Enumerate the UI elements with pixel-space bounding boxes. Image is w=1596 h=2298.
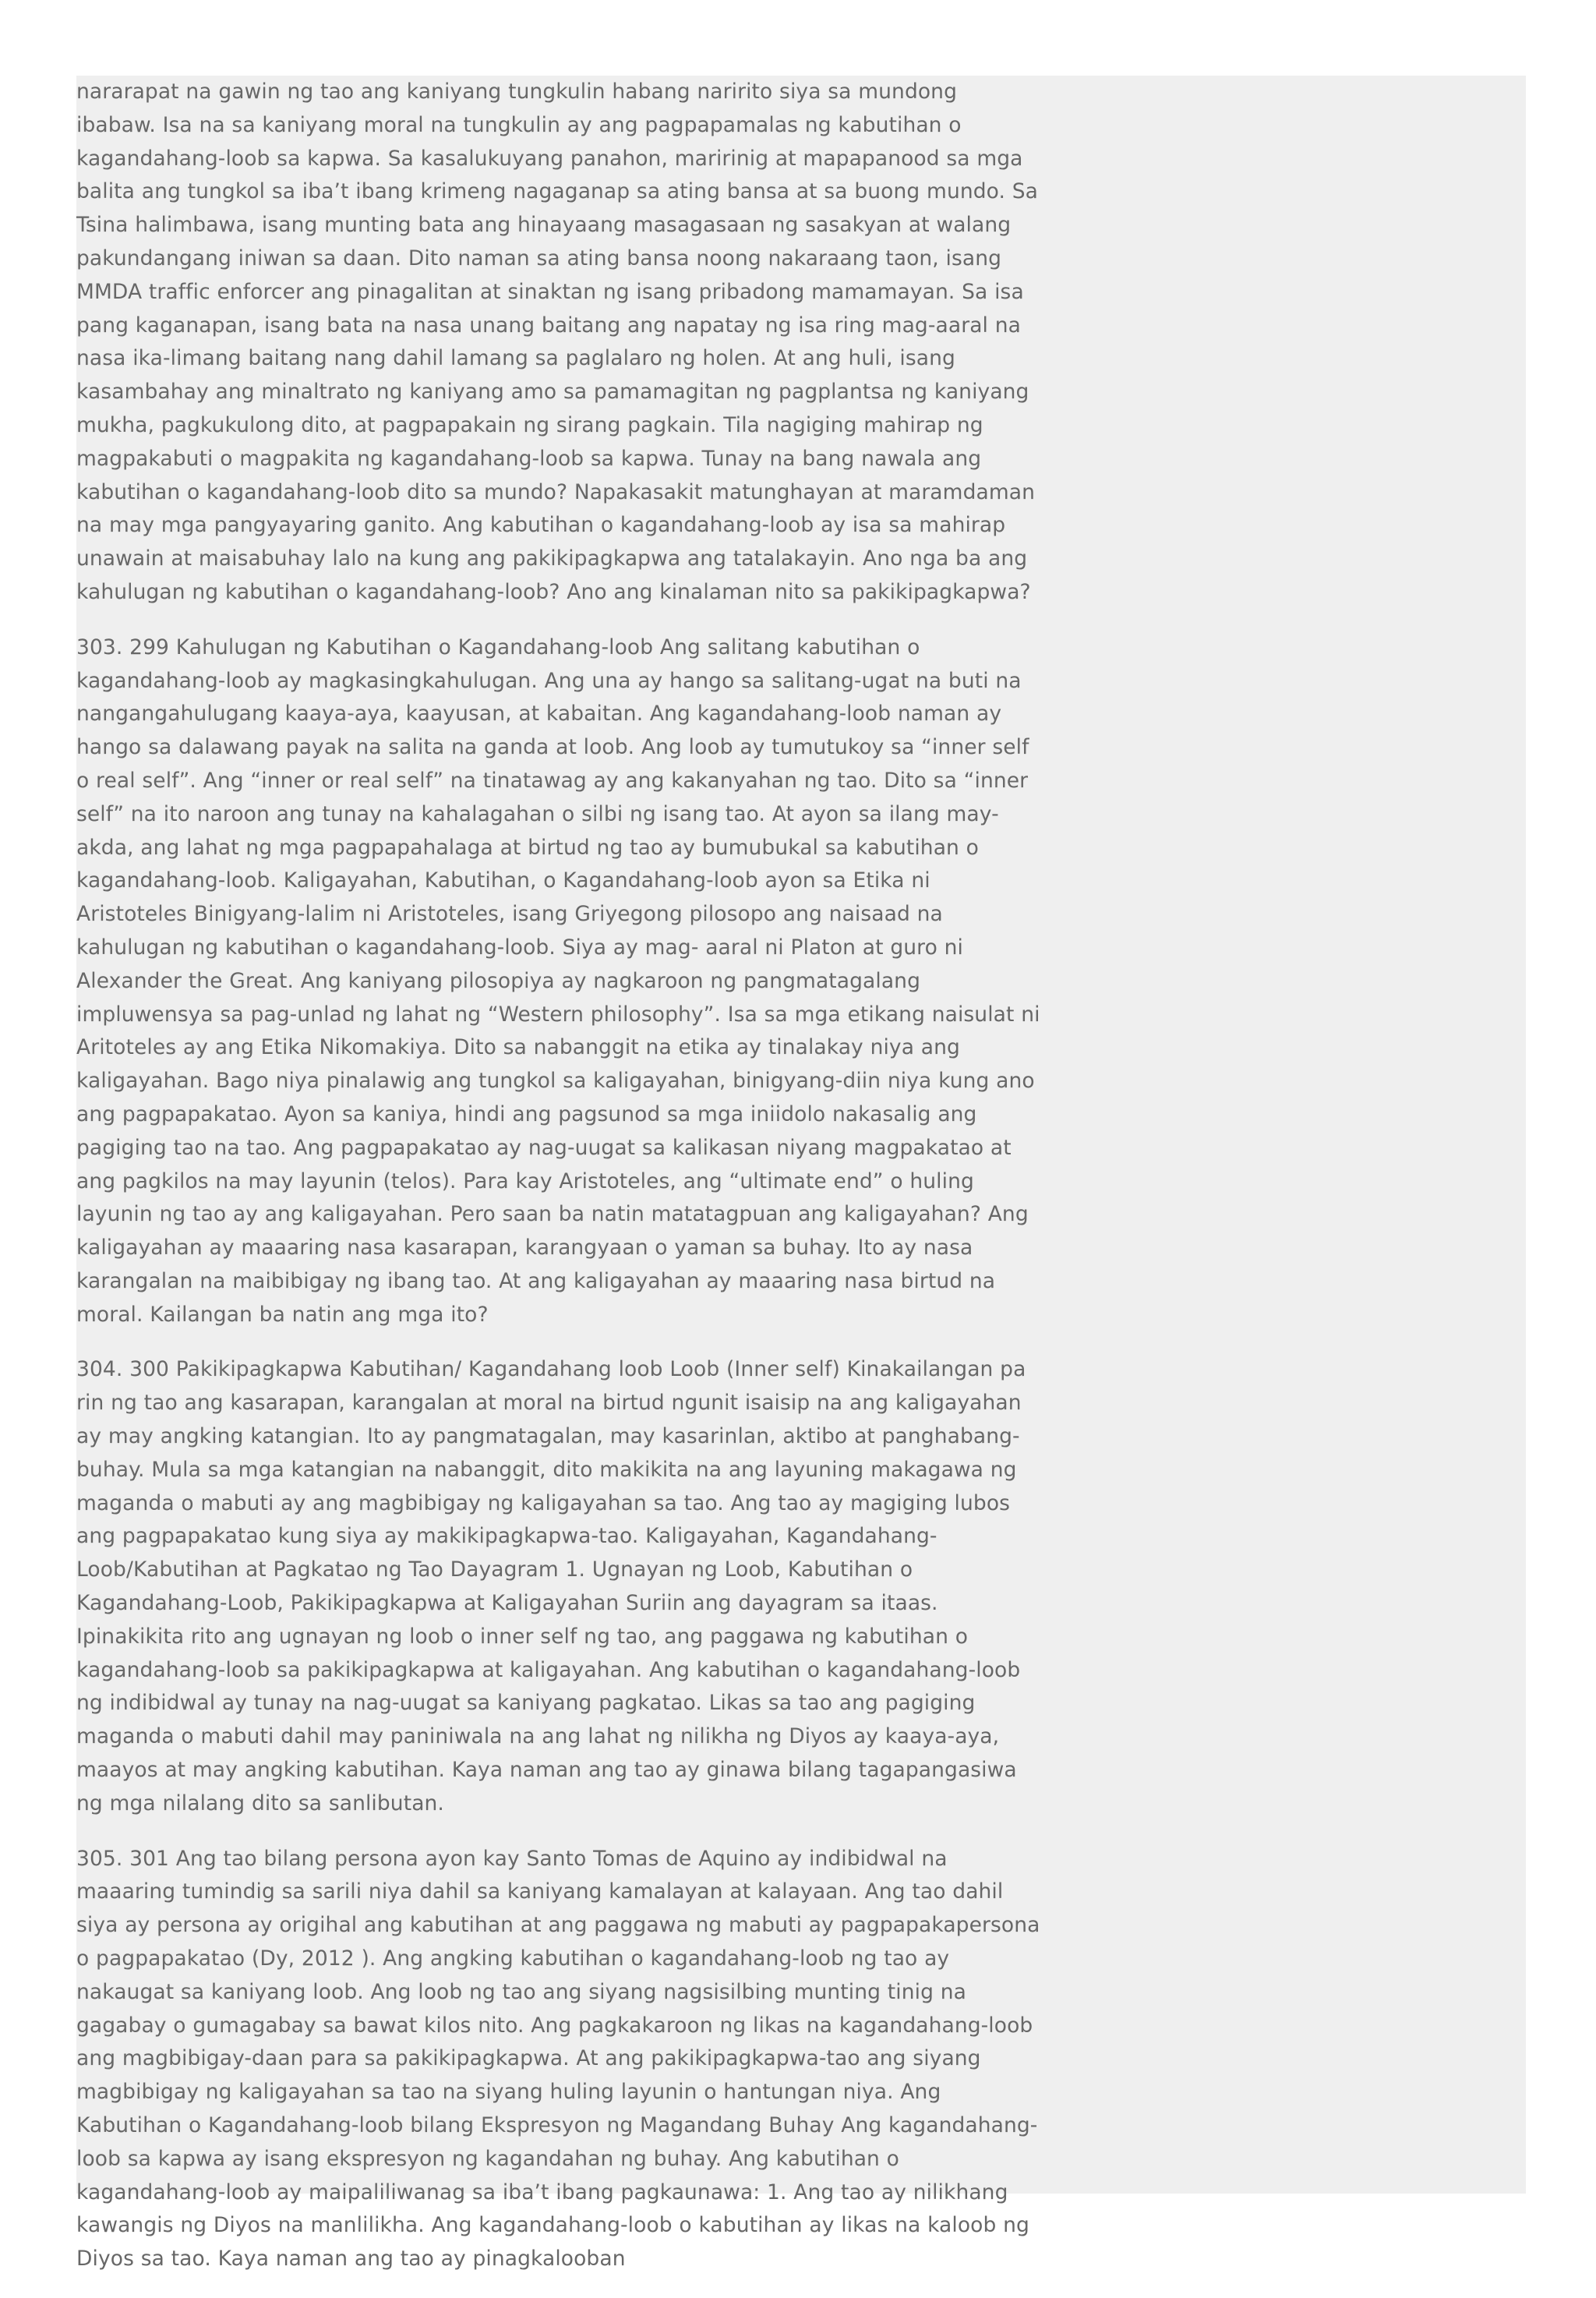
paragraph-305: 305. 301 Ang tao bilang persona ayon kay Santo Tomas de Aquino ay indibidwal na maaaring tumindig sa sarili niya dahil sa kaniyang kamalayan at kalayaan. Ang tao dahil siya ay persona ay origihal ang kabutihan at ang paggawa ng mabuti ay pagpapakapersona o pagpapakatao (Dy, 2012 ). Ang angking kabutihan o kagandahang-loob ng tao ay nakaugat sa kaniyang loob. Ang loob ng tao ang siyang nagsisilbing munting tinig na gagabay o gumagabay sa bawat kilos nito. Ang pagkakaroon ng likas na kagandahang-loob ang magbibigay-daan para sa pakikipagkapwa. At ang pakikipagkapwa-tao ang siyang magbibigay ng kaligayahan sa tao na siyang huling layunin o hantungan niya. Ang Kabutihan o Kagandahang-loob bilang Ekspresyon ng Magandang Buhay Ang kagandahang-loob sa kapwa ay isang ekspresyon ng kagandahan ng buhay. Ang kabutihan o kagandahang-loob ay maipaliliwanag sa iba’t ibang pagkaunawa: 1. Ang tao ay nilikhang kawangis ng Diyos na manlilikha. Ang kagandahang-loob o kabutihan ay likas na kaloob ng Diyos sa tao. Kaya naman ang tao ay pinagkalooban — [76, 1846, 1040, 2271]
paragraph-304: 304. 300 Pakikipagkapwa Kabutihan/ Kagandahang loob Loob (Inner self) Kinakailangan pa rin ng tao ang kasarapan, karangalan at moral na birtud ngunit isaisip na ang kaligayahan ay may angking katangian. Ito ay pangmatagalan, may kasarinlan, aktibo at panghabang-buhay. Mula sa mga katangian na nabanggit, dito makikita na ang layuning makagawa ng maganda o mabuti ay ang magbibigay ng kaligayahan sa tao. Ang tao ay magiging lubos ang pagpapakatao kung siya ay makikipagkapwa-tao. Kaligayahan, Kagandahang-Loob/Kabutihan at Pagkatao ng Tao Dayagram 1. Ugnayan ng Loob, Kabutihan o Kagandahang-Loob, Pakikipagkapwa at Kaligayahan Suriin ang dayagram sa itaas. Ipinakikita rito ang ugnayan ng loob o inner self ng tao, ang paggawa ng kabutihan o kagandahang-loob sa pakikipagkapwa at kaligayahan. Ang kabutihan o kagandahang-loob ng indibidwal ay tunay na nag-uugat sa kaniyang pagkatao. Likas sa tao ang pagiging maganda o mabuti dahil may paniniwala na ang lahat ng nilikha ng Diyos ay kaaya-aya, maayos at may angking kabutihan. Kaya naman ang tao ay ginawa bilang tagapangasiwa ng mga nilalang dito sa sanlibutan. — [76, 1357, 1026, 1815]
paragraph-intro: nararapat na gawin ng tao ang kaniyang tungkulin habang naririto siya sa mundong ibabaw. Isa na sa kaniyang moral na tungkulin ay ang pagpapamalas ng kabutihan o kagandahang-loob sa kapwa. Sa kasalukuyang panahon, maririnig at mapapanood sa mga balita ang tungkol sa iba’t ibang krimeng nagaganap sa ating bansa at sa buong mundo. Sa Tsina halimbawa, isang munting bata ang hinayaang masagasaan ng sasakyan at walang pakundangang iniwan sa daan. Dito naman sa ating bansa noong nakaraang taon, isang MMDA traffic enforcer ang pinagalitan at sinaktan ng isang pribadong mamamayan. Sa isa pang kaganapan, isang bata na nasa unang baitang ang napatay ng isa ring mag-aaral na nasa ika-limang baitang nang dahil lamang sa paglalaro ng holen. At ang huli, isang kasambahay ang minaltrato ng kaniyang amo sa pamamagitan ng pagplantsa ng kaniyang mukha, pagkukulong dito, at pagpapakain ng sirang pagkain. Tila nagiging mahirap ng magpakabuti o magpakita ng kagandahang-loob sa kapwa. Tunay na bang nawala ang kabutihan o kagandahang-loob dito sa mundo? Napakasakit matunghayan at maramdaman na may mga pangyayaring ganito. Ang kabutihan o kagandahang-loob ay isa sa mahirap unawain at maisabuhay lalo na kung ang pakikipagkapwa ang tatalakayin. Ano nga ba ang kahulugan ng kabutihan o kagandahang-loob? Ano ang kinalaman nito sa pakikipagkapwa? — [76, 80, 1039, 604]
paragraph-303: 303. 299 Kahulugan ng Kabutihan o Kagandahang-loob Ang salitang kabutihan o kagandahang-loob ay magkasingkahulugan. Ang una ay hango sa salitang-ugat na buti na nangangahulugang kaaya-aya, kaayusan, at kabaitan. Ang kagandahang-loob naman ay hango sa dalawang payak na salita na ganda at loob. Ang loob ay tumutukoy sa “inner self o real self”. Ang “inner or real self” na tinatawag ay ang kakanyahan ng tao. Dito sa “inner self” na ito naroon ang tunay na kahalagahan o silbi ng isang tao. At ayon sa ilang may-akda, ang lahat ng mga pagpapahalaga at birtud ng tao ay bumubukal sa kabutihan o kagandahang-loob. Kaligayahan, Kabutihan, o Kagandahang-loob ayon sa Etika ni Aristoteles Binigyang-lalim ni Aristoteles, isang Griyegong pilosopo ang naisaad na kahulugan ng kabutihan o kagandahang-loob. Siya ay mag- aaral ni Platon at guro ni Alexander the Great. Ang kaniyang pilosopiya ay nagkaroon ng pangmatagalang impluwensya sa pag-unlad ng lahat ng “Western philosophy”. Isa sa mga etikang naisulat ni Aritoteles ay ang Etika Nikomakiya. Dito sa nabanggit na etika ay tinalakay niya ang kaligayahan. Bago niya pinalawig ang tungkol sa kaligayahan, binigyang-diin niya kung ano ang pagpapakatao. Ayon sa kaniya, hindi ang pagsunod sa mga iniidolo nakasalig ang pagiging tao na tao. Ang pagpapakatao ay nag-uugat sa kalikasan niyang magpakatao at ang pagkilos na may layunin (telos). Para kay Aristoteles, ang “ultimate end” o huling layunin ng tao ay ang kaligayahan. Pero saan ba natin matatagpuan ang kaligayahan? Ang kaligayahan ay maaaring nasa kasarapan, karangyaan o yaman sa buhay. Ito ay nasa karangalan na maibibigay ng ibang tao. At ang kaligayahan ay maaaring nasa birtud na moral. Kailangan ba natin ang mga ito? — [76, 635, 1040, 1327]
document-text-column — [76, 76, 1043, 2298]
